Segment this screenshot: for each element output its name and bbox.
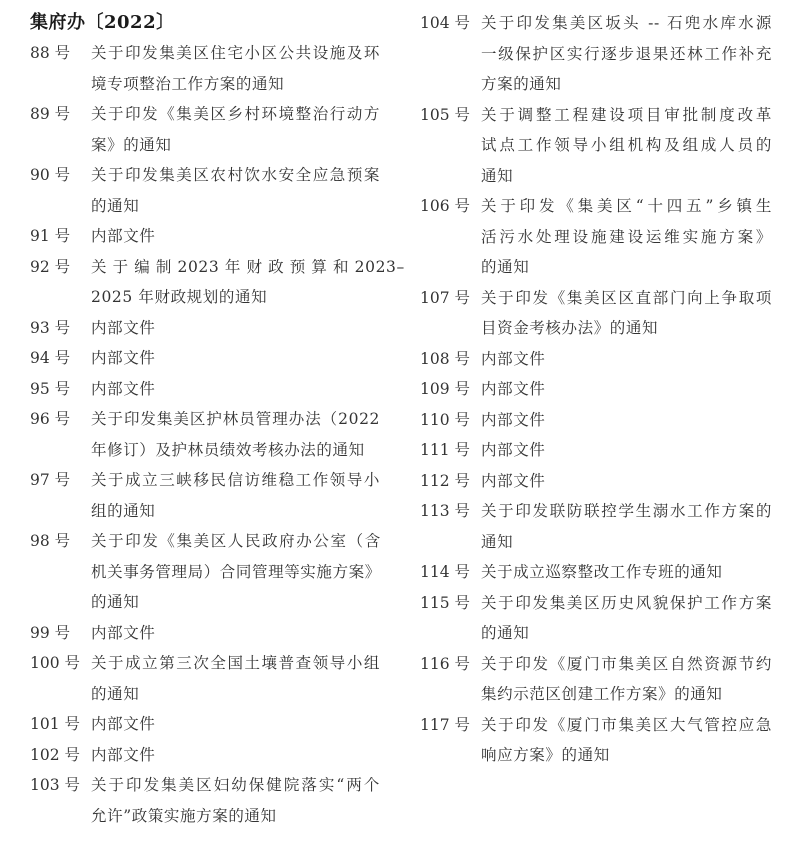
list-item [420, 496, 772, 557]
document-title [91, 465, 380, 526]
title-line: 内部文件 [91, 745, 156, 764]
document-number: 116 号 [420, 654, 471, 673]
document-number: 96 号 [30, 410, 71, 428]
list-item [30, 343, 380, 374]
document-number: 110 号 [420, 410, 471, 429]
list-item [420, 191, 772, 283]
list-item [420, 344, 772, 375]
title-line: 内部文件 [481, 410, 546, 429]
list-item [30, 99, 380, 160]
title-line: 关于印发《集美区“十四五”乡镇生 [481, 197, 772, 215]
document-title [91, 343, 380, 374]
right-entry-list [420, 8, 772, 771]
title-line: 内部文件 [91, 227, 156, 245]
document-number: 97 号 [30, 471, 71, 489]
list-item [420, 557, 772, 588]
document-number: 108 号 [420, 349, 471, 368]
document-title [481, 374, 772, 405]
document-title [481, 588, 772, 649]
list-item [420, 466, 772, 497]
list-item [420, 100, 772, 192]
document-title [91, 99, 380, 160]
title-line: 活污水处理设施建设运维实施方案》 [481, 227, 772, 246]
left-entry-list [30, 38, 405, 831]
title-line: 的通知 [91, 684, 140, 703]
list-item [30, 160, 380, 221]
title-line: 一级保护区实行逐步退果还林工作补充 [481, 44, 772, 63]
document-number: 93 号 [30, 318, 71, 337]
title-line: 年修订）及护林员绩效考核办法的通知 [91, 440, 365, 459]
document-title [481, 435, 772, 466]
title-line: 方案的通知 [481, 75, 562, 93]
title-line: 2025 年财政规划的通知 [91, 288, 268, 306]
document-title [91, 648, 380, 709]
document-title [481, 710, 772, 771]
list-item [420, 649, 772, 710]
title-line: 关于印发《厦门市集美区自然资源节约 [481, 654, 772, 673]
list-item [30, 38, 380, 99]
title-line: 的通知 [481, 624, 530, 642]
document-number: 114 号 [420, 563, 471, 581]
list-item [30, 252, 405, 313]
document-number: 103 号 [30, 776, 81, 794]
title-line: 内部文件 [481, 380, 546, 398]
list-item [420, 374, 772, 405]
document-title [481, 283, 772, 344]
list-item [30, 404, 380, 465]
document-number: 89 号 [30, 105, 71, 123]
title-line: 内部文件 [91, 379, 156, 398]
title-line: 关于印发《集美区区直部门向上争取项 [481, 288, 772, 307]
list-item [30, 313, 380, 344]
document-title [91, 313, 380, 344]
title-line: 境专项整治工作方案的通知 [91, 74, 285, 93]
document-title [481, 557, 772, 588]
document-title [481, 100, 772, 192]
list-item [30, 648, 380, 709]
title-line: 关于印发联防联控学生溺水工作方案的 [481, 502, 772, 520]
title-line: 案》的通知 [91, 135, 172, 154]
list-item [30, 374, 380, 405]
list-item [420, 405, 772, 436]
title-line: 关于印发《厦门市集美区大气管控应急 [481, 715, 772, 734]
title-line: 关于印发集美区护林员管理办法（2022 [91, 410, 380, 428]
document-number: 109 号 [420, 380, 471, 398]
right-column [420, 0, 772, 771]
title-line: 关于印发集美区妇幼保健院落实“两个 [91, 776, 380, 794]
title-line: 允许”政策实施方案的通知 [91, 806, 277, 825]
document-number: 99 号 [30, 623, 71, 642]
title-line: 内部文件 [91, 623, 156, 642]
document-title [481, 405, 772, 436]
title-line: 关 于 编 制 2023 年 财 政 预 算 和 2023– [91, 257, 405, 276]
document-title [481, 8, 772, 100]
document-number: 113 号 [420, 502, 471, 520]
document-title [91, 374, 380, 405]
list-item [30, 770, 380, 831]
document-number: 100 号 [30, 654, 81, 672]
title-line: 内部文件 [91, 349, 156, 367]
title-line: 内部文件 [481, 471, 546, 490]
title-line: 通知 [481, 166, 514, 185]
document-title [91, 709, 380, 740]
document-title [481, 466, 772, 497]
title-line: 试点工作领导小组机构及组成人员的 [481, 136, 772, 154]
list-item [420, 588, 772, 649]
document-title [91, 770, 380, 831]
document-number: 111 号 [420, 441, 471, 459]
list-item [420, 435, 772, 466]
document-number: 90 号 [30, 166, 71, 184]
document-heading: 集府办〔2022〕 [30, 12, 175, 33]
title-line: 关于印发集美区历史风貌保护工作方案 [481, 593, 772, 612]
document-number: 112 号 [420, 471, 471, 490]
document-title [481, 191, 772, 283]
title-line: 关于印发集美区农村饮水安全应急预案 [91, 166, 380, 184]
document-title [91, 160, 380, 221]
title-line: 目资金考核办法》的通知 [481, 319, 659, 337]
document-number: 95 号 [30, 379, 71, 398]
document-number: 101 号 [30, 715, 81, 733]
title-line: 内部文件 [91, 715, 156, 733]
document-title [91, 740, 380, 771]
title-line: 集约示范区创建工作方案》的通知 [481, 685, 723, 703]
document-title [91, 252, 405, 313]
list-item [30, 740, 380, 771]
document-title [91, 526, 381, 618]
document-title [91, 221, 380, 252]
document-title [481, 649, 772, 710]
title-line: 关于印发集美区住宅小区公共设施及环 [91, 44, 380, 62]
document-number: 106 号 [420, 197, 471, 215]
title-line: 关于印发《集美区人民政府办公室（含 [91, 532, 381, 550]
document-title [481, 344, 772, 375]
list-item [30, 709, 380, 740]
title-line: 响应方案》的通知 [481, 746, 610, 764]
list-item [30, 465, 380, 526]
document-number: 94 号 [30, 349, 71, 367]
document-number: 117 号 [420, 715, 471, 734]
title-line: 关于印发《集美区乡村环境整治行动方 [91, 105, 380, 123]
document-title [91, 38, 380, 99]
title-line: 内部文件 [481, 349, 546, 368]
title-line: 的通知 [91, 196, 140, 215]
title-line: 内部文件 [91, 318, 156, 337]
list-item [420, 283, 772, 344]
document-number: 91 号 [30, 227, 71, 245]
title-line: 关于成立巡察整改工作专班的通知 [481, 563, 723, 581]
title-line: 内部文件 [481, 441, 546, 459]
document-number: 107 号 [420, 288, 471, 307]
list-item [420, 8, 772, 100]
document-number: 102 号 [30, 745, 81, 764]
document-number: 105 号 [420, 105, 471, 124]
title-line: 关于调整工程建设项目审批制度改革 [481, 105, 772, 124]
document-title [481, 496, 772, 557]
title-line: 的通知 [91, 593, 140, 611]
list-item [30, 221, 380, 252]
title-line: 的通知 [481, 258, 530, 276]
list-item [30, 526, 380, 618]
document-number: 88 号 [30, 44, 71, 62]
left-column [30, 0, 405, 831]
document-number: 115 号 [420, 593, 471, 612]
document-number: 98 号 [30, 532, 71, 550]
title-line: 机关事务管理局）合同管理等实施方案》 [91, 562, 381, 581]
document-title [91, 618, 380, 649]
document-title [91, 404, 380, 465]
document-number: 92 号 [30, 257, 71, 276]
list-item [30, 618, 380, 649]
document-number: 104 号 [420, 14, 471, 32]
title-line: 组的通知 [91, 501, 156, 520]
list-item [420, 710, 772, 771]
title-line: 关于印发集美区坂头 -- 石兜水库水源 [481, 14, 772, 32]
title-line: 关于成立三峡移民信访维稳工作领导小 [91, 471, 380, 489]
title-line: 通知 [481, 532, 514, 551]
title-line: 关于成立第三次全国土壤普查领导小组 [91, 654, 380, 672]
